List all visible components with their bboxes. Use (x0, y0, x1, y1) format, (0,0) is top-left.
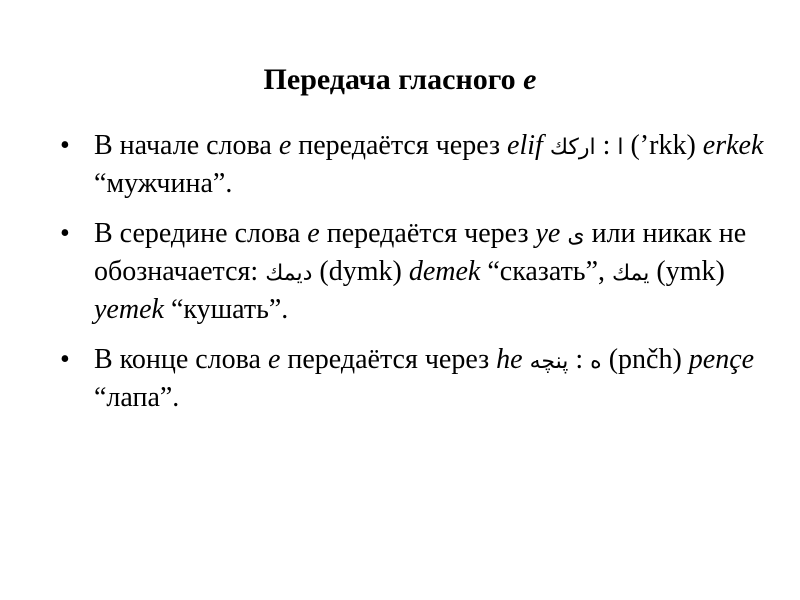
arabic-letter: ه (590, 349, 602, 374)
text: передаётся через (291, 130, 508, 161)
arabic-letter: ى (567, 223, 585, 248)
text: “сказать”, (480, 256, 613, 287)
arabic-word: ديمك (265, 261, 313, 286)
text: передаётся через (280, 344, 497, 375)
text: “лапа”. (94, 382, 180, 413)
title-main: Передача гласного (263, 63, 524, 96)
text-italic: е (267, 344, 281, 375)
text-italic: е (307, 218, 320, 249)
slide-title (0, 60, 800, 100)
bullet-marker: • (60, 344, 70, 375)
text: (pnčh) (601, 344, 689, 375)
title-letter: е (523, 63, 537, 96)
arabic-word: اركك (549, 135, 596, 160)
text-italic: е (278, 130, 292, 161)
text-italic: ye (535, 218, 561, 249)
text-italic: elif (507, 130, 543, 161)
text: “мужчина”. (94, 168, 233, 199)
text: передаётся через (319, 218, 536, 249)
bullet-item-end (60, 342, 790, 416)
arabic-word: پنچه (529, 349, 569, 374)
bullet-marker: • (60, 218, 70, 249)
bullet-marker: • (60, 130, 70, 161)
bullet-list (60, 128, 790, 430)
text: (dymk) (312, 256, 409, 287)
text-italic: he (496, 344, 523, 375)
arabic-word: يمك (612, 261, 650, 286)
text: или никак не обозначается: (94, 218, 747, 287)
text: В начале слова (94, 130, 279, 161)
text: “кушать”. (163, 294, 289, 325)
text: В конце слова (94, 344, 268, 375)
text-italic: pençe (688, 344, 755, 375)
bullet-item-start (60, 128, 790, 202)
text: : (595, 130, 618, 161)
arabic-letter: ا (617, 135, 624, 160)
text-italic: demek (408, 256, 481, 287)
bullet-item-middle (60, 216, 790, 328)
text: В середине слова (94, 218, 308, 249)
text: (’rkk) (623, 130, 703, 161)
text-italic: erkek (702, 130, 764, 161)
text: (ymk) (649, 256, 725, 287)
text-italic: yemek (94, 294, 164, 325)
text: : (568, 344, 591, 375)
